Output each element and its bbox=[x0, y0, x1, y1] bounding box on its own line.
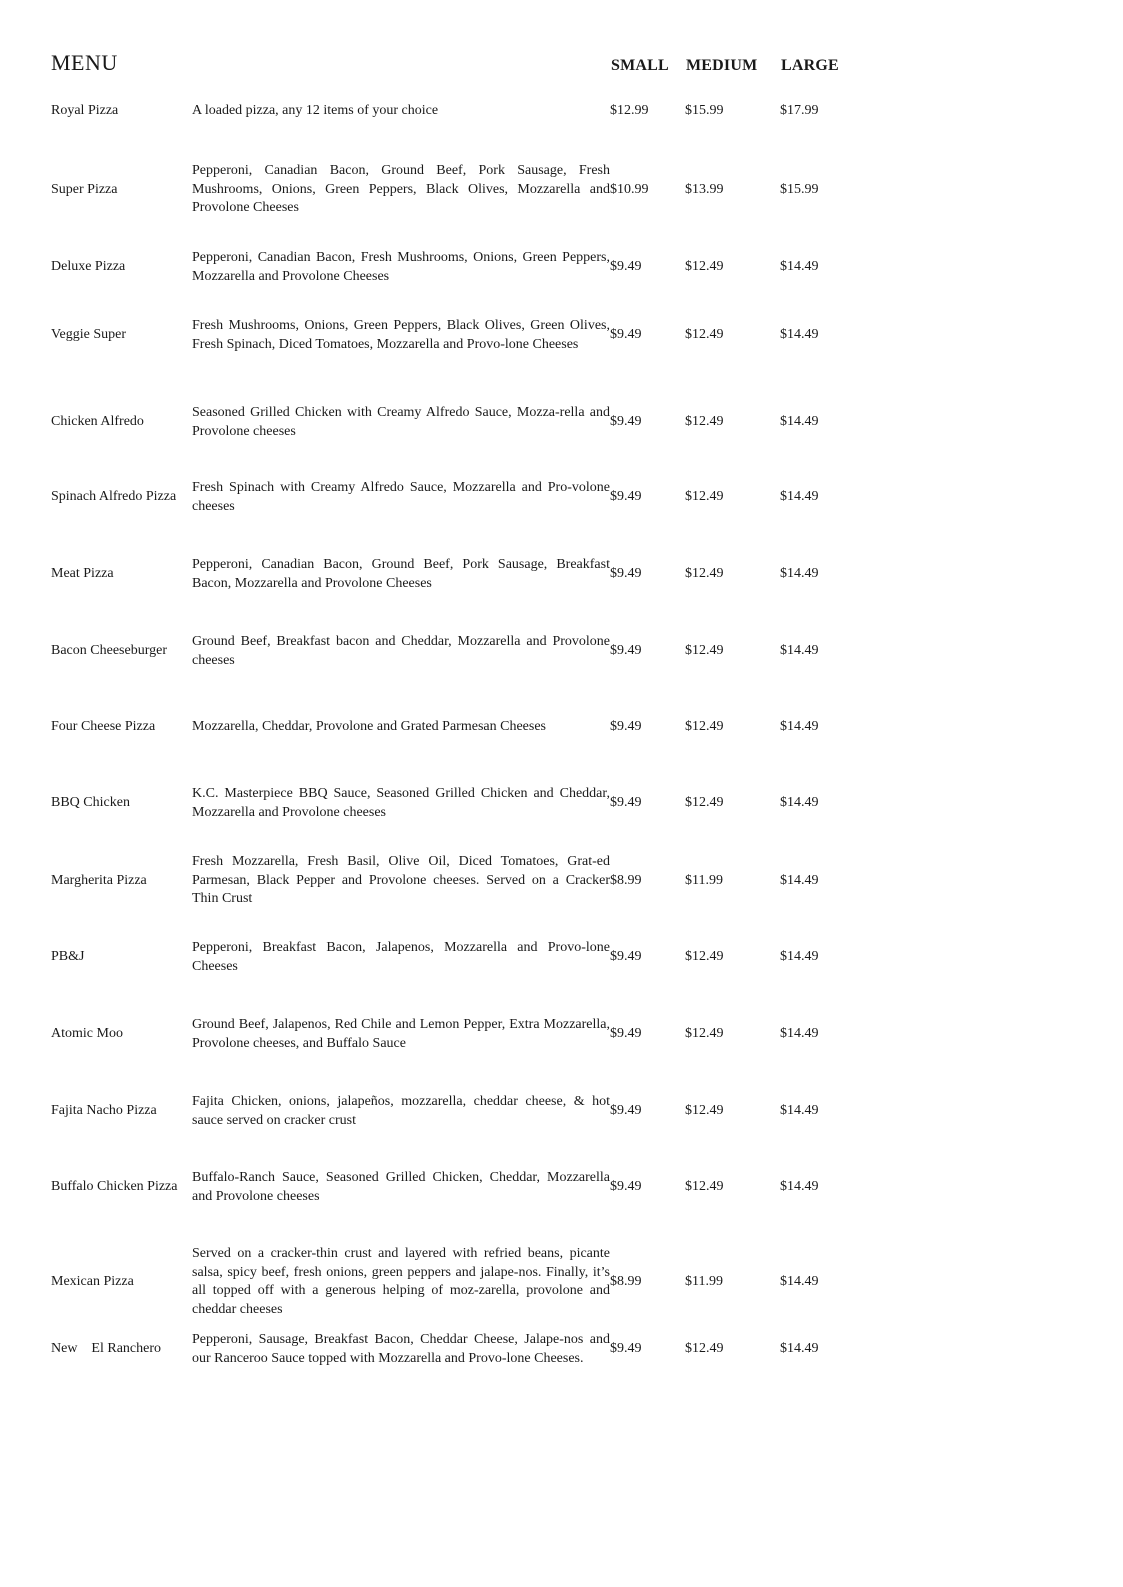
item-name: Royal Pizza bbox=[51, 103, 119, 118]
item-price-small: $9.49 bbox=[610, 327, 642, 343]
menu-item bbox=[51, 556, 871, 593]
item-price-large: $14.49 bbox=[780, 643, 819, 659]
item-description: A loaded pizza, any 12 items of your choice bbox=[192, 103, 439, 118]
item-name: Veggie Super bbox=[51, 327, 127, 343]
item-price-large: $14.49 bbox=[780, 1103, 819, 1119]
item-price-medium: $12.49 bbox=[685, 719, 724, 734]
item-price-medium: $12.49 bbox=[685, 566, 724, 582]
item-name: Mexican Pizza bbox=[51, 1273, 134, 1289]
item-price-medium: $12.49 bbox=[685, 1103, 724, 1119]
item-description: Mozzarella, Cheddar, Provolone and Grated Parmesan Cheeses bbox=[192, 719, 546, 734]
item-description: Served on a cracker-thin crust and layered with refried beans, picante salsa, spicy beef, fresh onions, green peppers and jalape-nos. Finally, it’s all topped off with a generous helping of moz-zarella, provolone and cheddar cheeses bbox=[192, 1246, 610, 1317]
item-price-small: $9.49 bbox=[610, 489, 642, 505]
item-description: Pepperoni, Canadian Bacon, Fresh Mushrooms, Onions, Green Peppers, Mozzarella and Provolone Cheeses bbox=[192, 250, 610, 284]
item-price-small: $12.99 bbox=[610, 103, 649, 118]
item-price-medium: $12.49 bbox=[685, 1179, 724, 1195]
page-title: MENU bbox=[51, 50, 118, 75]
item-description: Pepperoni, Canadian Bacon, Ground Beef, Pork Sausage, Breakfast Bacon, Mozzarella and Provolone Cheeses bbox=[192, 557, 610, 591]
item-price-medium: $12.49 bbox=[685, 414, 724, 430]
item-name: Bacon Cheeseburger bbox=[51, 643, 167, 659]
item-price-large: $14.49 bbox=[780, 1026, 819, 1042]
item-price-medium: $13.99 bbox=[685, 181, 724, 197]
item-price-medium: $12.49 bbox=[685, 327, 724, 343]
item-description: Fajita Chicken, onions, jalapeños, mozzarella, cheddar cheese, & hot sauce served on cracker crust bbox=[192, 1094, 610, 1128]
column-header-large: LARGE bbox=[781, 57, 839, 74]
menu-item bbox=[51, 102, 871, 121]
item-description: Seasoned Grilled Chicken with Creamy Alfredo Sauce, Mozza-rella and Provolone cheeses bbox=[192, 405, 610, 439]
item-name: Margherita Pizza bbox=[51, 872, 147, 888]
item-name: Fajita Nacho Pizza bbox=[51, 1103, 157, 1119]
menu-page bbox=[51, 50, 871, 1366]
menu-item bbox=[51, 633, 871, 670]
menu-item bbox=[51, 479, 871, 516]
item-name: Deluxe Pizza bbox=[51, 259, 126, 275]
item-price-medium: $12.49 bbox=[685, 259, 724, 275]
item-price-medium: $12.49 bbox=[685, 1026, 724, 1042]
item-price-small: $8.99 bbox=[610, 1273, 642, 1289]
item-name: BBQ Chicken bbox=[51, 795, 130, 811]
item-description: Buffalo-Ranch Sauce, Seasoned Grilled Chicken, Cheddar, Mozzarella and Provolone cheeses bbox=[192, 1170, 610, 1204]
menu-item bbox=[51, 939, 871, 976]
item-price-large: $14.49 bbox=[780, 719, 819, 734]
item-price-medium: $12.49 bbox=[685, 643, 724, 659]
menu-item bbox=[51, 317, 871, 354]
item-name: Spinach Alfredo Pizza bbox=[51, 489, 177, 505]
item-price-medium: $12.49 bbox=[685, 1341, 724, 1357]
item-price-small: $8.99 bbox=[610, 872, 642, 888]
item-name: Atomic Moo bbox=[51, 1026, 123, 1042]
item-name: Chicken Alfredo bbox=[51, 414, 144, 430]
item-description: Pepperoni, Sausage, Breakfast Bacon, Cheddar Cheese, Jalape-nos and our Ranceroo Sauce topped with Mozzarella and Provo-lone Cheeses. bbox=[192, 1332, 610, 1366]
menu-item bbox=[51, 1169, 871, 1206]
menu-item bbox=[51, 1331, 871, 1368]
item-price-large: $14.49 bbox=[780, 566, 819, 582]
item-price-small: $9.49 bbox=[610, 949, 642, 965]
menu-item bbox=[51, 1016, 871, 1053]
item-price-small: $10.99 bbox=[610, 181, 649, 197]
item-price-medium: $12.49 bbox=[685, 795, 724, 811]
item-name: Four Cheese Pizza bbox=[51, 719, 156, 734]
item-price-medium: $12.49 bbox=[685, 949, 724, 965]
item-price-medium: $15.99 bbox=[685, 103, 724, 118]
item-price-small: $9.49 bbox=[610, 1179, 642, 1195]
item-description: Fresh Mozzarella, Fresh Basil, Olive Oil, Diced Tomatoes, Grat-ed Parmesan, Black Pepper and Provolone cheeses. Served on a Cracker Thin Crust bbox=[192, 854, 610, 906]
item-price-small: $9.49 bbox=[610, 414, 642, 430]
menu-item bbox=[51, 718, 871, 737]
menu-header bbox=[51, 50, 871, 92]
item-description: Fresh Spinach with Creamy Alfredo Sauce, Mozzarella and Pro-volone cheeses bbox=[192, 480, 610, 514]
item-price-small: $9.49 bbox=[610, 719, 642, 734]
item-price-large: $14.49 bbox=[780, 414, 819, 430]
item-price-large: $14.49 bbox=[780, 1179, 819, 1195]
item-price-large: $14.49 bbox=[780, 949, 819, 965]
item-price-medium: $11.99 bbox=[685, 1273, 723, 1289]
item-name: Super Pizza bbox=[51, 181, 118, 197]
column-header-small: SMALL bbox=[611, 57, 669, 74]
item-description: Pepperoni, Breakfast Bacon, Jalapenos, Mozzarella and Provo-lone Cheeses bbox=[192, 940, 610, 974]
item-price-small: $9.49 bbox=[610, 1103, 642, 1119]
menu-item bbox=[51, 853, 871, 909]
menu-item bbox=[51, 162, 871, 218]
item-name: PB&J bbox=[51, 949, 85, 965]
item-name: New El Ranchero bbox=[51, 1341, 162, 1357]
item-price-large: $15.99 bbox=[780, 181, 819, 197]
item-name: Meat Pizza bbox=[51, 566, 114, 582]
item-price-small: $9.49 bbox=[610, 1341, 642, 1357]
menu-item bbox=[51, 785, 871, 822]
item-price-small: $9.49 bbox=[610, 566, 642, 582]
item-price-large: $14.49 bbox=[780, 795, 819, 811]
item-price-large: $14.49 bbox=[780, 259, 819, 275]
item-price-small: $9.49 bbox=[610, 259, 642, 275]
item-price-large: $14.49 bbox=[780, 327, 819, 343]
item-price-small: $9.49 bbox=[610, 643, 642, 659]
item-price-medium: $11.99 bbox=[685, 872, 723, 888]
item-price-large: $14.49 bbox=[780, 1273, 819, 1289]
column-header-medium: MEDIUM bbox=[686, 57, 758, 74]
item-price-large: $14.49 bbox=[780, 872, 819, 888]
menu-item bbox=[51, 1245, 871, 1319]
menu-item bbox=[51, 404, 871, 441]
item-price-large: $17.99 bbox=[780, 103, 819, 118]
item-price-medium: $12.49 bbox=[685, 489, 724, 505]
item-price-large: $14.49 bbox=[780, 489, 819, 505]
menu-item bbox=[51, 249, 871, 286]
menu-item bbox=[51, 1093, 871, 1130]
item-description: Ground Beef, Breakfast bacon and Cheddar, Mozzarella and Provolone cheeses bbox=[192, 634, 610, 668]
item-description: K.C. Masterpiece BBQ Sauce, Seasoned Grilled Chicken and Cheddar, Mozzarella and Provolone cheeses bbox=[192, 786, 610, 820]
item-description: Fresh Mushrooms, Onions, Green Peppers, Black Olives, Green Olives, Fresh Spinach, Diced Tomatoes, Mozzarella and Provo-lone Cheeses bbox=[192, 318, 610, 352]
item-description: Ground Beef, Jalapenos, Red Chile and Lemon Pepper, Extra Mozzarella, Provolone cheeses, and Buffalo Sauce bbox=[192, 1017, 610, 1051]
item-description: Pepperoni, Canadian Bacon, Ground Beef, Pork Sausage, Fresh Mushrooms, Onions, Green Peppers, Black Olives, Mozzarella and Provolone Cheeses bbox=[192, 163, 610, 215]
item-name: Buffalo Chicken Pizza bbox=[51, 1179, 178, 1195]
item-price-small: $9.49 bbox=[610, 1026, 642, 1042]
item-price-small: $9.49 bbox=[610, 795, 642, 811]
item-price-large: $14.49 bbox=[780, 1341, 819, 1357]
